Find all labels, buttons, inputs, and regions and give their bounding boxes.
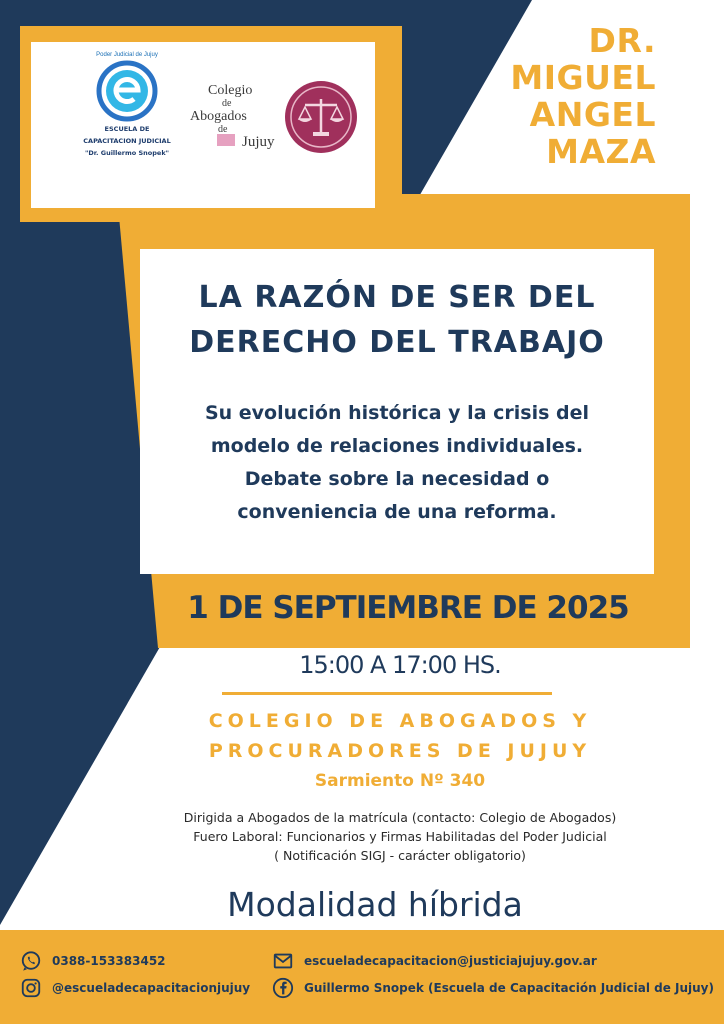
speaker-name bbox=[480, 22, 700, 170]
facebook-page: Guillermo Snopek (Escuela de Capacitación Judicial de Jujuy) bbox=[304, 981, 714, 995]
email-address: escueladecapacitacion@justiciajujuy.gov.ar bbox=[304, 954, 597, 968]
instagram-icon bbox=[20, 977, 42, 999]
contact-instagram[interactable] bbox=[20, 977, 250, 999]
speaker-line-3: ANGEL bbox=[529, 95, 656, 134]
page-title bbox=[140, 275, 654, 365]
scales-of-justice-icon bbox=[283, 79, 359, 155]
title-line-2: DERECHO DEL TRABAJO bbox=[189, 325, 605, 360]
audience-line-3: ( Notificación SIGJ - carácter obligatorio) bbox=[274, 848, 526, 863]
contact-phone[interactable] bbox=[20, 950, 166, 972]
audience-line-1: Dirigida a Abogados de la matrícula (contacto: Colegio de Abogados) bbox=[183, 810, 617, 825]
escuela-arc-text: Poder Judicial de Jujuy bbox=[96, 52, 158, 58]
escuela-name-line-3: "Dr. Guillermo Snopek" bbox=[84, 149, 170, 157]
audience-info bbox=[130, 808, 670, 865]
colegio-line-1: Colegio bbox=[208, 83, 253, 98]
venue-line-2: PROCURADORES DE JUJUY bbox=[208, 740, 592, 762]
footer bbox=[0, 930, 724, 1024]
subtitle-line-3: Debate sobre la necesidad o bbox=[244, 468, 550, 490]
colegio-line-5: Jujuy bbox=[242, 134, 275, 150]
modality: Modalidad híbrida bbox=[227, 885, 523, 924]
audience-line-2: Fuero Laboral: Funcionarios y Firmas Habilitadas del Poder Judicial bbox=[193, 829, 607, 844]
colegio-line-2: de bbox=[222, 98, 232, 109]
escuela-logo bbox=[81, 52, 173, 158]
logo-box bbox=[31, 42, 375, 208]
speaker-line-1: DR. bbox=[588, 21, 656, 60]
whatsapp-icon bbox=[20, 950, 42, 972]
divider bbox=[222, 692, 552, 695]
event-address: Sarmiento Nº 340 bbox=[314, 771, 486, 791]
instagram-handle: @escueladecapacitacionjujuy bbox=[52, 981, 251, 995]
phone-number: 0388-153383452 bbox=[52, 954, 166, 968]
event-date: 1 DE SEPTIEMBRE DE 2025 bbox=[187, 590, 629, 626]
speaker-line-4: MAZA bbox=[546, 132, 656, 171]
event-venue bbox=[150, 706, 650, 766]
speaker-line-2: MIGUEL bbox=[510, 58, 656, 97]
mail-icon bbox=[272, 950, 294, 972]
escuela-name-line-1: ESCUELA DE bbox=[104, 125, 150, 133]
subtitle bbox=[140, 397, 654, 529]
subtitle-line-2: modelo de relaciones individuales. bbox=[210, 435, 584, 457]
title-line-1: LA RAZÓN DE SER DEL bbox=[198, 280, 596, 315]
contact-facebook[interactable] bbox=[272, 977, 714, 999]
subtitle-line-4: conveniencia de una reforma. bbox=[237, 501, 557, 523]
colegio-line-3: Abogados bbox=[190, 109, 247, 124]
escuela-name-line-2: CAPACITACION JUDICIAL bbox=[83, 137, 171, 145]
venue-line-1: COLEGIO DE ABOGADOS Y bbox=[208, 710, 592, 732]
event-time: 15:00 A 17:00 HS. bbox=[299, 651, 501, 679]
subtitle-line-1: Su evolución histórica y la crisis del bbox=[204, 402, 590, 424]
facebook-icon bbox=[272, 977, 294, 999]
colegio-line-4: de bbox=[218, 124, 228, 135]
escuela-e-logo-icon bbox=[96, 60, 158, 122]
contact-email[interactable] bbox=[272, 950, 597, 972]
colegio-logo-text bbox=[188, 84, 280, 149]
